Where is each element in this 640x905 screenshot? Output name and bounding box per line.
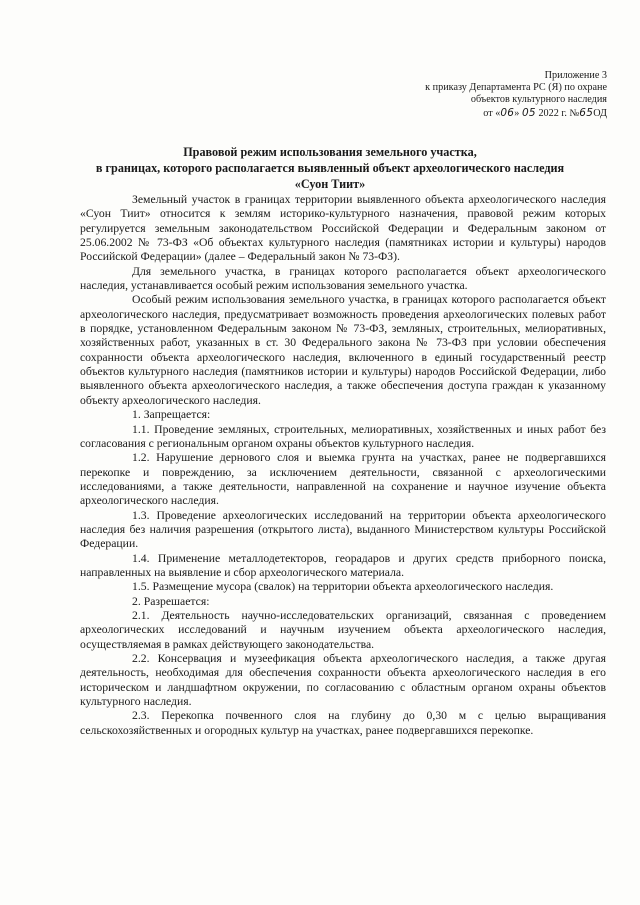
handwritten-day: 06 <box>500 106 515 119</box>
handwritten-order-number: 65 <box>579 106 594 119</box>
item-1-3: 1.3. Проведение археологических исследований на территории объекта археологического наследия без наличия разрешения (открытого листа), выданного Министерством культуры Российской Федерации. <box>80 508 606 551</box>
item-1-1: 1.1. Проведение земляных, строительных, мелиоративных, хозяйственных и иных работ без согласования с региональным органом охраны объектов культурного наследия. <box>80 422 606 450</box>
document-title <box>60 144 600 192</box>
title-line-1: Правовой режим использования земельного участка, <box>183 145 477 159</box>
item-2-2: 2.2. Консервация и музеефикация объекта археологического наследия, а также другая деятельность, необходимая для обеспечения сохранности объекта археологического наследия в его историческом и ландшафтном окружении, по согласованию с областным органом охраны объектов культурного наследия. <box>80 652 606 709</box>
appendix-order-subject: объектов культурного наследия <box>470 94 607 106</box>
title-line-2: в границах, которого располагается выявленный объект археологического наследия <box>95 161 565 175</box>
item-1-5: 1.5. Размещение мусора (свалок) на территории объекта археологического наследия. <box>132 580 554 594</box>
item-2-3: 2.3. Перекопка почвенного слоя на глубину до 0,30 м с целью выращивания сельскохозяйственных и огородных культур на участках, ранее подвергавшихся перекопке. <box>80 709 606 737</box>
appendix-number: Приложение 3 <box>544 70 607 81</box>
appendix-header <box>425 70 607 120</box>
item-1-2: 1.2. Нарушение дернового слоя и выемка грунта на участках, ранее не подвергавшихся перекопке и повреждению, за исключением деятельности, связанной с археологическими исследованиями, а также деятельности, направленной на сохранение и научное изучение объекта археологического наследия. <box>80 451 606 508</box>
document-body <box>80 193 606 738</box>
handwritten-month: 05 <box>521 106 536 119</box>
paragraph-regime: Для земельного участка, в границах которого располагается объект археологического наследия, устанавливается особый режим использования земельного участка. <box>80 264 606 293</box>
paragraph-intro: Земельный участок в границах территории выявленного объекта археологического наследия «Суон Тиит» относится к землям историко-культурного назначения, правовой режим которых регулируется земельным законодательством Российской Федерации и Федеральным законом от 25.06.2002 № 73-ФЗ «Об объектах культурного наследия (памятниках истории и культуры) народов Российской Федерации» (далее – Федеральный закон № 73-ФЗ). <box>80 193 606 264</box>
section-permitted: 2. Разрешается: <box>132 594 210 608</box>
title-line-3: «Суон Тиит» <box>294 177 366 191</box>
section-prohibited: 1. Запрещается: <box>132 408 211 422</box>
paragraph-special-regime: Особый режим использования земельного участка, в границах которого располагается объект археологического наследия, предусматривает возможность проведения археологических полевых работ в порядке, установленном Федеральным законом № 73-ФЗ, земляных, строительных, мелиоративных, хозяйственных работ, указанных в ст. 30 Федерального закона № 73-ФЗ при условии обеспечения сохранности объекта археологического наследия, включенного в единый государственный реестр объектов культурного наследия (памятников истории и культуры) народов Российской Федерации, либо выявленного объекта археологического наследия, а также обеспечения доступа граждан к указанному объекту археологического наследия. <box>80 293 606 407</box>
appendix-order-ref: к приказу Департамента РС (Я) по охране <box>425 82 607 94</box>
appendix-order-date: от «06» 05 2022 г. №65ОД <box>483 106 607 119</box>
item-2-1: 2.1. Деятельность научно-исследовательских организаций, связанная с проведением археологических исследований и научным изучением объекта археологического наследия, осуществляемая в рамках действующего законодательства. <box>80 608 606 651</box>
item-1-4: 1.4. Применение металлодетекторов, георадаров и других средств приборного поиска, направленных на выявление и сбор археологического материала. <box>80 551 606 579</box>
